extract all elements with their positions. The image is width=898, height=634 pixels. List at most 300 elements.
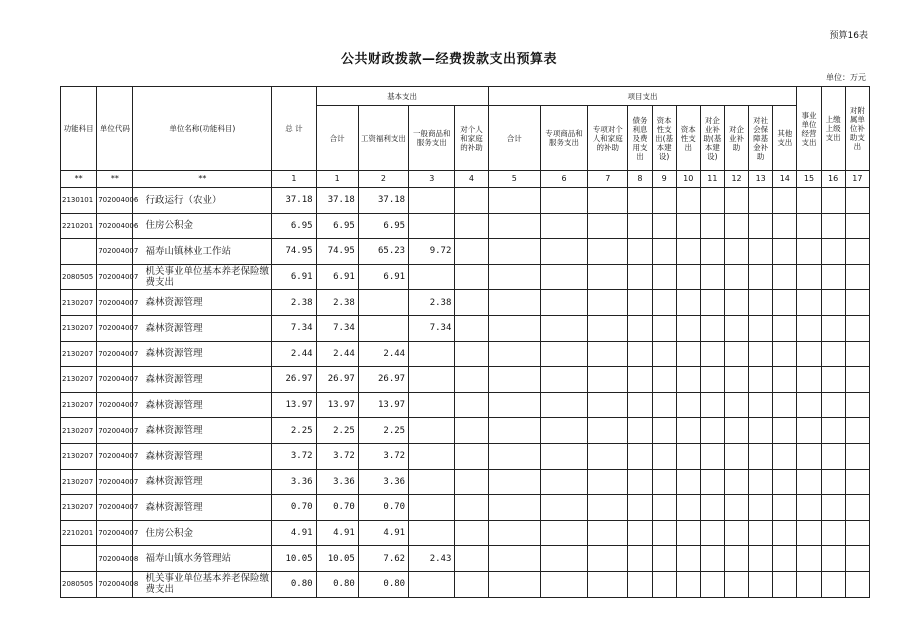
empty-cell (540, 520, 587, 546)
table-number-label: 预算16表 (829, 31, 868, 41)
empty-cell (845, 315, 869, 341)
empty-cell (749, 290, 773, 316)
table-row (61, 188, 870, 214)
empty-cell (588, 571, 628, 597)
goods-services-cell (409, 264, 455, 290)
empty-cell (821, 239, 845, 265)
empty-cell (821, 341, 845, 367)
empty-cell (700, 469, 724, 495)
empty-cell (797, 392, 821, 418)
total-cell: 26.97 (272, 367, 316, 393)
empty-cell (773, 264, 797, 290)
empty-cell (676, 495, 700, 521)
total-cell: 3.72 (272, 443, 316, 469)
func-code-cell: 2080505 (61, 571, 97, 597)
wages-cell: 37.18 (358, 188, 408, 214)
personal-subsidy-cell (455, 290, 488, 316)
header-personal-subsidy: 对个人和家庭的补助 (455, 106, 488, 171)
wages-cell: 6.91 (358, 264, 408, 290)
table-row (61, 213, 870, 239)
personal-subsidy-cell (455, 469, 488, 495)
unit-code-cell: 702004007 (97, 367, 133, 393)
empty-cell (588, 367, 628, 393)
empty-cell (540, 213, 587, 239)
empty-cell (845, 367, 869, 393)
empty-cell (628, 239, 652, 265)
empty-cell (700, 188, 724, 214)
empty-cell (845, 264, 869, 290)
empty-cell (797, 546, 821, 572)
empty-cell (652, 239, 676, 265)
empty-cell (773, 367, 797, 393)
empty-cell (797, 443, 821, 469)
empty-cell (540, 239, 587, 265)
unit-name-cell: 森林资源管理 (133, 495, 272, 521)
basic-subtotal-cell: 13.97 (316, 392, 358, 418)
wages-cell: 3.72 (358, 443, 408, 469)
unit-code-cell: 702004007 (97, 443, 133, 469)
column-index-cell: 14 (773, 171, 797, 188)
func-code-cell: 2130207 (61, 341, 97, 367)
empty-cell (797, 520, 821, 546)
func-code-cell: 2130207 (61, 418, 97, 444)
unit-name-cell: 福寿山镇水务管理站 (133, 546, 272, 572)
empty-cell (773, 443, 797, 469)
personal-subsidy-cell (455, 418, 488, 444)
header-capital-construction: 资本性支出(基本建设) (652, 106, 676, 171)
empty-cell (845, 520, 869, 546)
wages-cell (358, 315, 408, 341)
empty-cell (797, 188, 821, 214)
goods-services-cell (409, 418, 455, 444)
basic-subtotal-cell: 7.34 (316, 315, 358, 341)
empty-cell (628, 571, 652, 597)
goods-services-cell (409, 341, 455, 367)
empty-cell (749, 367, 773, 393)
empty-cell (628, 392, 652, 418)
unit-code-cell: 702004007 (97, 341, 133, 367)
unit-code-cell: 702004007 (97, 392, 133, 418)
empty-cell (676, 546, 700, 572)
table-row (61, 264, 870, 290)
goods-services-cell (409, 571, 455, 597)
header-debt-interest: 债务利息及费用支出 (628, 106, 652, 171)
empty-cell (628, 546, 652, 572)
goods-services-cell (409, 367, 455, 393)
empty-cell (540, 341, 587, 367)
total-cell: 2.25 (272, 418, 316, 444)
header-capital-other: 资本性支出 (676, 106, 700, 171)
empty-cell (676, 264, 700, 290)
column-index-cell: 4 (455, 171, 488, 188)
empty-cell (773, 469, 797, 495)
table-row (61, 443, 870, 469)
func-code-cell: 2210201 (61, 520, 97, 546)
header-enterprise-subsidy-construction: 对企业补助(基本建设) (700, 106, 724, 171)
empty-cell (821, 367, 845, 393)
personal-subsidy-cell (455, 213, 488, 239)
empty-cell (797, 315, 821, 341)
empty-cell (628, 188, 652, 214)
empty-cell (773, 546, 797, 572)
goods-services-cell: 7.34 (409, 315, 455, 341)
empty-cell (588, 341, 628, 367)
empty-cell (540, 264, 587, 290)
empty-cell (821, 188, 845, 214)
empty-cell (628, 341, 652, 367)
empty-cell (588, 239, 628, 265)
empty-cell (749, 341, 773, 367)
personal-subsidy-cell (455, 520, 488, 546)
empty-cell (628, 418, 652, 444)
unit-code-cell: 702004007 (97, 239, 133, 265)
empty-cell (700, 392, 724, 418)
empty-cell (488, 495, 540, 521)
column-index-cell: 17 (845, 171, 869, 188)
empty-cell (821, 443, 845, 469)
goods-services-cell: 2.38 (409, 290, 455, 316)
personal-subsidy-cell (455, 188, 488, 214)
empty-cell (797, 495, 821, 521)
empty-cell (724, 392, 748, 418)
empty-cell (821, 495, 845, 521)
table-row (61, 546, 870, 572)
total-cell: 4.91 (272, 520, 316, 546)
goods-services-cell (409, 443, 455, 469)
basic-subtotal-cell: 2.25 (316, 418, 358, 444)
header-social-security-subsidy: 对社会保障基金补助 (749, 106, 773, 171)
empty-cell (773, 571, 797, 597)
column-index-cell: 3 (409, 171, 455, 188)
unit-name-cell: 行政运行（农业） (133, 188, 272, 214)
empty-cell (700, 315, 724, 341)
personal-subsidy-cell (455, 239, 488, 265)
column-index-cell: 6 (540, 171, 587, 188)
empty-cell (724, 571, 748, 597)
empty-cell (700, 341, 724, 367)
empty-cell (773, 495, 797, 521)
empty-cell (773, 213, 797, 239)
unit-name-cell: 机关事业单位基本养老保险缴费支出 (133, 571, 272, 597)
empty-cell (845, 546, 869, 572)
empty-cell (676, 341, 700, 367)
unit-name-cell: 森林资源管理 (133, 392, 272, 418)
personal-subsidy-cell (455, 546, 488, 572)
empty-cell (724, 188, 748, 214)
personal-subsidy-cell (455, 495, 488, 521)
column-index-cell: ** (61, 171, 97, 188)
column-index-cell: 15 (797, 171, 821, 188)
empty-cell (749, 213, 773, 239)
unit-name-cell: 森林资源管理 (133, 469, 272, 495)
empty-cell (749, 495, 773, 521)
basic-subtotal-cell: 3.72 (316, 443, 358, 469)
empty-cell (845, 341, 869, 367)
empty-cell (724, 546, 748, 572)
empty-cell (797, 469, 821, 495)
empty-cell (628, 443, 652, 469)
empty-cell (749, 418, 773, 444)
basic-subtotal-cell: 6.91 (316, 264, 358, 290)
empty-cell (652, 188, 676, 214)
table-row (61, 495, 870, 521)
empty-cell (749, 571, 773, 597)
empty-cell (488, 418, 540, 444)
basic-subtotal-cell: 10.05 (316, 546, 358, 572)
unit-name-cell: 森林资源管理 (133, 367, 272, 393)
empty-cell (652, 443, 676, 469)
header-total: 总 计 (272, 87, 316, 171)
column-index-cell: 11 (700, 171, 724, 188)
unit-code-cell: 702004007 (97, 315, 133, 341)
header-other: 其他支出 (773, 106, 797, 171)
empty-cell (652, 367, 676, 393)
empty-cell (540, 443, 587, 469)
empty-cell (676, 520, 700, 546)
basic-subtotal-cell: 0.70 (316, 495, 358, 521)
empty-cell (540, 571, 587, 597)
empty-cell (652, 341, 676, 367)
goods-services-cell: 2.43 (409, 546, 455, 572)
func-code-cell: 2210201 (61, 213, 97, 239)
empty-cell (845, 469, 869, 495)
personal-subsidy-cell (455, 443, 488, 469)
empty-cell (488, 571, 540, 597)
empty-cell (700, 418, 724, 444)
empty-cell (628, 290, 652, 316)
personal-subsidy-cell (455, 367, 488, 393)
empty-cell (821, 213, 845, 239)
total-cell: 7.34 (272, 315, 316, 341)
basic-subtotal-cell: 3.36 (316, 469, 358, 495)
func-code-cell: 2130207 (61, 315, 97, 341)
header-enterprise-subsidy: 对企业补助 (724, 106, 748, 171)
empty-cell (700, 443, 724, 469)
empty-cell (797, 213, 821, 239)
unit-name-cell: 森林资源管理 (133, 341, 272, 367)
empty-cell (821, 418, 845, 444)
empty-cell (845, 443, 869, 469)
empty-cell (652, 495, 676, 521)
unit-code-cell: 702004007 (97, 290, 133, 316)
wages-cell: 4.91 (358, 520, 408, 546)
func-code-cell (61, 546, 97, 572)
unit-code-cell: 702004008 (97, 546, 133, 572)
empty-cell (773, 418, 797, 444)
empty-cell (700, 546, 724, 572)
empty-cell (676, 392, 700, 418)
budget-table (60, 86, 870, 598)
empty-cell (676, 367, 700, 393)
func-code-cell: 2130207 (61, 495, 97, 521)
goods-services-cell (409, 213, 455, 239)
empty-cell (724, 213, 748, 239)
empty-cell (588, 418, 628, 444)
empty-cell (845, 188, 869, 214)
empty-cell (724, 290, 748, 316)
header-unit-name: 单位名称(功能科目) (133, 87, 272, 171)
empty-cell (773, 341, 797, 367)
wages-cell (358, 290, 408, 316)
basic-subtotal-cell: 74.95 (316, 239, 358, 265)
goods-services-cell: 9.72 (409, 239, 455, 265)
total-cell: 10.05 (272, 546, 316, 572)
empty-cell (652, 392, 676, 418)
table-row (61, 239, 870, 265)
wages-cell: 6.95 (358, 213, 408, 239)
func-code-cell: 2130207 (61, 443, 97, 469)
column-index-cell: 5 (488, 171, 540, 188)
empty-cell (588, 443, 628, 469)
empty-cell (821, 392, 845, 418)
empty-cell (749, 264, 773, 290)
table-row (61, 520, 870, 546)
empty-cell (628, 495, 652, 521)
total-cell: 37.18 (272, 188, 316, 214)
empty-cell (628, 213, 652, 239)
empty-cell (652, 315, 676, 341)
wages-cell: 65.23 (358, 239, 408, 265)
empty-cell (749, 392, 773, 418)
empty-cell (821, 264, 845, 290)
empty-cell (540, 188, 587, 214)
total-cell: 3.36 (272, 469, 316, 495)
column-index-cell: 7 (588, 171, 628, 188)
empty-cell (628, 520, 652, 546)
empty-cell (488, 392, 540, 418)
empty-cell (488, 315, 540, 341)
empty-cell (488, 213, 540, 239)
wages-cell: 2.44 (358, 341, 408, 367)
empty-cell (676, 469, 700, 495)
wages-cell: 3.36 (358, 469, 408, 495)
table-row (61, 469, 870, 495)
empty-cell (821, 290, 845, 316)
empty-cell (652, 418, 676, 444)
goods-services-cell (409, 495, 455, 521)
empty-cell (588, 213, 628, 239)
goods-services-cell (409, 469, 455, 495)
empty-cell (540, 315, 587, 341)
empty-cell (540, 290, 587, 316)
empty-cell (797, 239, 821, 265)
empty-cell (797, 264, 821, 290)
func-code-cell: 2130207 (61, 367, 97, 393)
unit-name-cell: 住房公积金 (133, 520, 272, 546)
basic-subtotal-cell: 4.91 (316, 520, 358, 546)
goods-services-cell (409, 392, 455, 418)
empty-cell (773, 392, 797, 418)
empty-cell (797, 367, 821, 393)
empty-cell (724, 495, 748, 521)
empty-cell (652, 520, 676, 546)
empty-cell (797, 341, 821, 367)
header-project-subtotal: 合计 (488, 106, 540, 171)
unit-code-cell: 702004007 (97, 469, 133, 495)
empty-cell (700, 495, 724, 521)
wages-cell: 2.25 (358, 418, 408, 444)
empty-cell (628, 315, 652, 341)
table-row (61, 418, 870, 444)
empty-cell (700, 264, 724, 290)
empty-cell (588, 392, 628, 418)
wages-cell: 13.97 (358, 392, 408, 418)
basic-subtotal-cell: 26.97 (316, 367, 358, 393)
total-cell: 13.97 (272, 392, 316, 418)
unit-name-cell: 住房公积金 (133, 213, 272, 239)
empty-cell (652, 213, 676, 239)
unit-name-cell: 森林资源管理 (133, 443, 272, 469)
unit-name-cell: 森林资源管理 (133, 315, 272, 341)
column-index-cell: 12 (724, 171, 748, 188)
total-cell: 2.44 (272, 341, 316, 367)
empty-cell (749, 188, 773, 214)
table-row (61, 315, 870, 341)
empty-cell (676, 571, 700, 597)
empty-cell (488, 188, 540, 214)
column-index-cell: 10 (676, 171, 700, 188)
column-index-cell: 1 (272, 171, 316, 188)
empty-cell (628, 469, 652, 495)
goods-services-cell (409, 520, 455, 546)
wages-cell: 0.80 (358, 571, 408, 597)
empty-cell (588, 546, 628, 572)
empty-cell (724, 367, 748, 393)
empty-cell (845, 392, 869, 418)
empty-cell (749, 469, 773, 495)
empty-cell (749, 520, 773, 546)
header-special-goods: 专项商品和服务支出 (540, 106, 587, 171)
basic-subtotal-cell: 2.38 (316, 290, 358, 316)
empty-cell (773, 188, 797, 214)
table-row (61, 571, 870, 597)
column-index-cell: 8 (628, 171, 652, 188)
empty-cell (773, 239, 797, 265)
empty-cell (724, 264, 748, 290)
func-code-cell: 2130101 (61, 188, 97, 214)
func-code-cell: 2130207 (61, 290, 97, 316)
empty-cell (488, 239, 540, 265)
empty-cell (676, 239, 700, 265)
column-index-cell: 13 (749, 171, 773, 188)
header-unit-code: 单位代码 (97, 87, 133, 171)
empty-cell (676, 443, 700, 469)
personal-subsidy-cell (455, 341, 488, 367)
empty-cell (700, 239, 724, 265)
empty-cell (749, 239, 773, 265)
empty-cell (540, 418, 587, 444)
empty-cell (845, 418, 869, 444)
total-cell: 0.70 (272, 495, 316, 521)
empty-cell (588, 315, 628, 341)
empty-cell (652, 290, 676, 316)
column-index-cell: 9 (652, 171, 676, 188)
func-code-cell: 2130207 (61, 392, 97, 418)
empty-cell (652, 571, 676, 597)
empty-cell (588, 495, 628, 521)
empty-cell (676, 315, 700, 341)
empty-cell (652, 264, 676, 290)
empty-cell (540, 367, 587, 393)
empty-cell (845, 213, 869, 239)
empty-cell (676, 418, 700, 444)
empty-cell (652, 469, 676, 495)
unit-code-cell: 702004006 (97, 213, 133, 239)
goods-services-cell (409, 188, 455, 214)
column-index-cell: 16 (821, 171, 845, 188)
personal-subsidy-cell (455, 392, 488, 418)
column-index-cell: ** (97, 171, 133, 188)
